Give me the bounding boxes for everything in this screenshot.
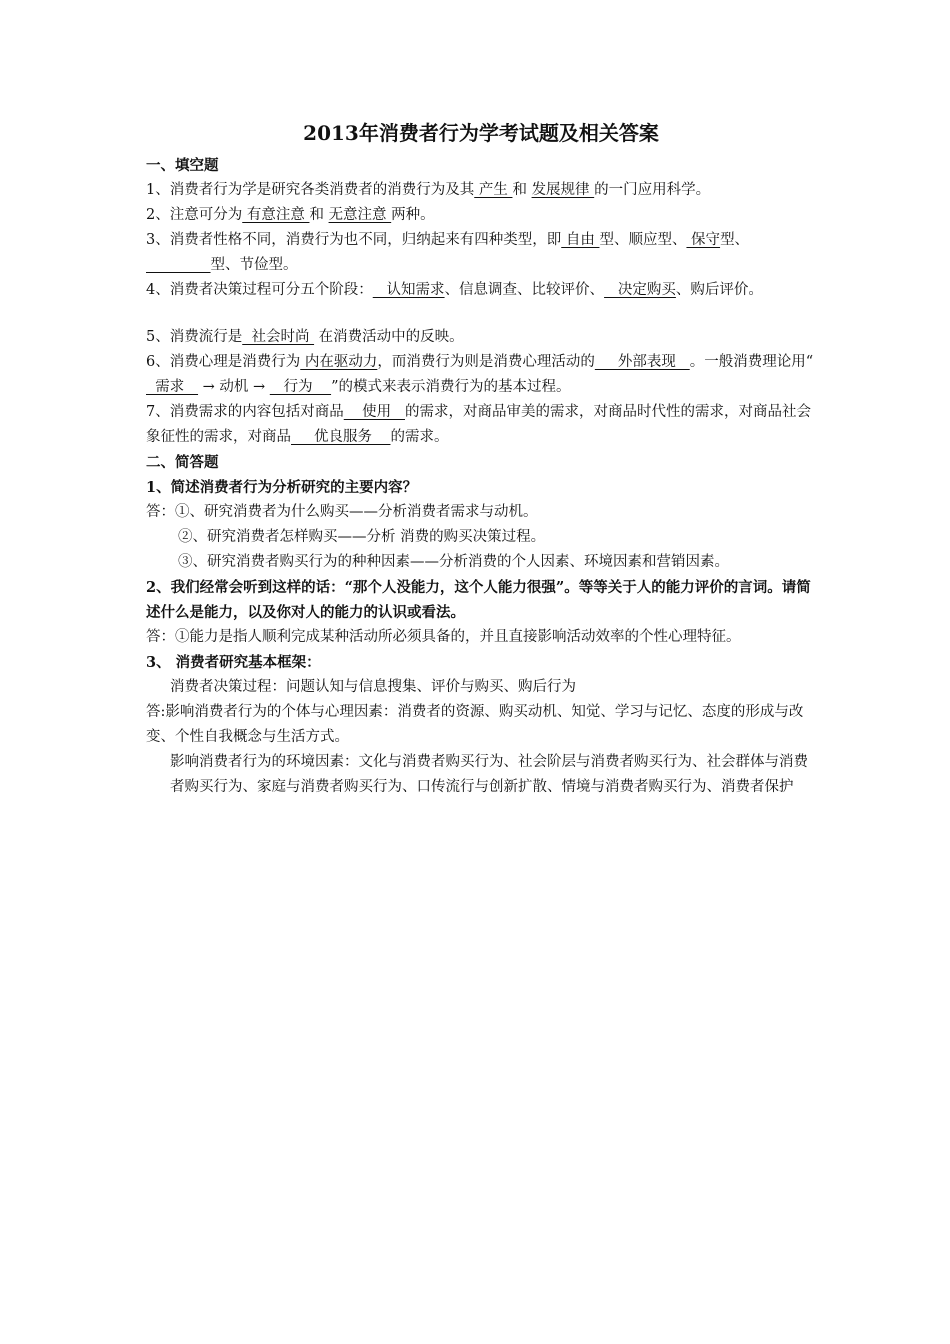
text: 型、顺应型、 bbox=[599, 232, 687, 248]
answer-blank bbox=[146, 257, 211, 273]
answer-blank: 发展规律 bbox=[531, 182, 595, 198]
answer-line: 答：①能力是指人顺利完成某种活动所必须具备的，并且直接影响活动效率的个性心理特征。 bbox=[146, 629, 741, 645]
text: 的需求。 bbox=[390, 429, 449, 445]
question-1 bbox=[146, 178, 816, 203]
text: 3、消费者性格不同，消费行为也不同，归纳起来有四种类型，即 bbox=[146, 232, 562, 248]
answer-line: 消费者决策过程：问题认知与信息搜集、评价与购买、购后行为 bbox=[170, 679, 576, 695]
text: 2、注意可分为 bbox=[146, 207, 243, 223]
question-6 bbox=[146, 350, 816, 400]
answer-blank: 无意注意 bbox=[328, 207, 392, 223]
text: 。一般消费理论用“ bbox=[689, 354, 814, 370]
text: 4、消费者决策过程可分五个阶段： bbox=[146, 282, 373, 298]
section-short-answer-heading: 二、简答题 bbox=[146, 454, 219, 471]
text: ”的模式来表示消费行为的基本过程。 bbox=[331, 379, 571, 395]
short-question-1: 1、简述消费者行为分析研究的主要内容？ bbox=[146, 479, 418, 496]
question-5 bbox=[146, 325, 816, 350]
answer-blank: 认知需求 bbox=[372, 282, 445, 298]
text: 和 bbox=[512, 182, 532, 198]
question-4 bbox=[146, 278, 816, 303]
question-3 bbox=[146, 228, 816, 278]
spacer bbox=[146, 303, 816, 325]
answer-blank: 内在驱动力 bbox=[300, 354, 378, 370]
answer-line: 影响消费者行为的环境因素：文化与消费者购买行为、社会阶层与消费者购买行为、社会群体与消费者购买行为、家庭与消费者购买行为、口传流行与创新扩散、情境与消费者购买行为、消费者保护 bbox=[170, 754, 808, 795]
section-fill-blank-heading: 一、填空题 bbox=[146, 157, 219, 174]
text: 6、消费心理是消费行为 bbox=[146, 354, 301, 370]
text: 的需求，对商品审美的需求，对商品时代性的需求，对商品社会象征性的需求，对商品 bbox=[146, 404, 811, 445]
answer-line: ③、研究消费者购买行为的种种因素——分析消费的个人因素、环境因素和营销因素。 bbox=[178, 554, 729, 570]
answer-blank: 产生 bbox=[474, 182, 513, 198]
document-page bbox=[146, 118, 816, 800]
answer-blank: 行为 bbox=[269, 379, 332, 395]
text: → 动机 → bbox=[198, 379, 270, 395]
answer-blank: 使用 bbox=[343, 404, 405, 420]
text: 7、消费需求的内容包括对商品 bbox=[146, 404, 344, 420]
text: 型、节俭型。 bbox=[210, 257, 298, 273]
text: 型、 bbox=[720, 232, 750, 248]
short-question-3: 3、 消费者研究基本框架： bbox=[146, 654, 321, 671]
question-2 bbox=[146, 203, 816, 228]
text: 、信息调查、比较评价、 bbox=[444, 282, 605, 298]
text: 在消费活动中的反映。 bbox=[314, 329, 464, 345]
answer-blank: 需求 bbox=[146, 379, 199, 395]
text: 5、消费流行是 bbox=[146, 329, 243, 345]
answer-line: 答:影响消费者行为的个体与心理因素：消费者的资源、购买动机、知觉、学习与记忆、态度的形成与改变、个性自我概念与生活方式。 bbox=[146, 704, 804, 745]
answer-blank: 社会时尚 bbox=[242, 329, 315, 345]
text: 和 bbox=[309, 207, 329, 223]
text: 的一门应用科学。 bbox=[594, 182, 711, 198]
text: 两种。 bbox=[391, 207, 435, 223]
text: 1、消费者行为学是研究各类消费者的消费行为及其 bbox=[146, 182, 475, 198]
answer-blank: 保守 bbox=[686, 232, 721, 248]
answer-blank: 有意注意 bbox=[242, 207, 310, 223]
answer-blank: 外部表现 bbox=[594, 354, 690, 370]
short-question-2: 2、我们经常会听到这样的话：“那个人没能力，这个人能力很强”。等等关于人的能力评价的言词。请简述什么是能力，以及你对人的能力的认识或看法。 bbox=[146, 579, 811, 621]
text: ，而消费行为则是消费心理活动的 bbox=[377, 354, 595, 370]
answer-blank: 自由 bbox=[561, 232, 600, 248]
question-7 bbox=[146, 400, 816, 450]
answer-line: 答：①、研究消费者为什么购买——分析消费者需求与动机。 bbox=[146, 504, 538, 520]
document-title: 2013年消费者行为学考试题及相关答案 bbox=[303, 121, 659, 145]
text: 、购后评价。 bbox=[675, 282, 763, 298]
answer-line: ②、研究消费者怎样购买——分析 消费的购买决策过程。 bbox=[178, 529, 546, 545]
answer-blank: 决定购买 bbox=[604, 282, 676, 298]
answer-blank: 优良服务 bbox=[291, 429, 391, 445]
